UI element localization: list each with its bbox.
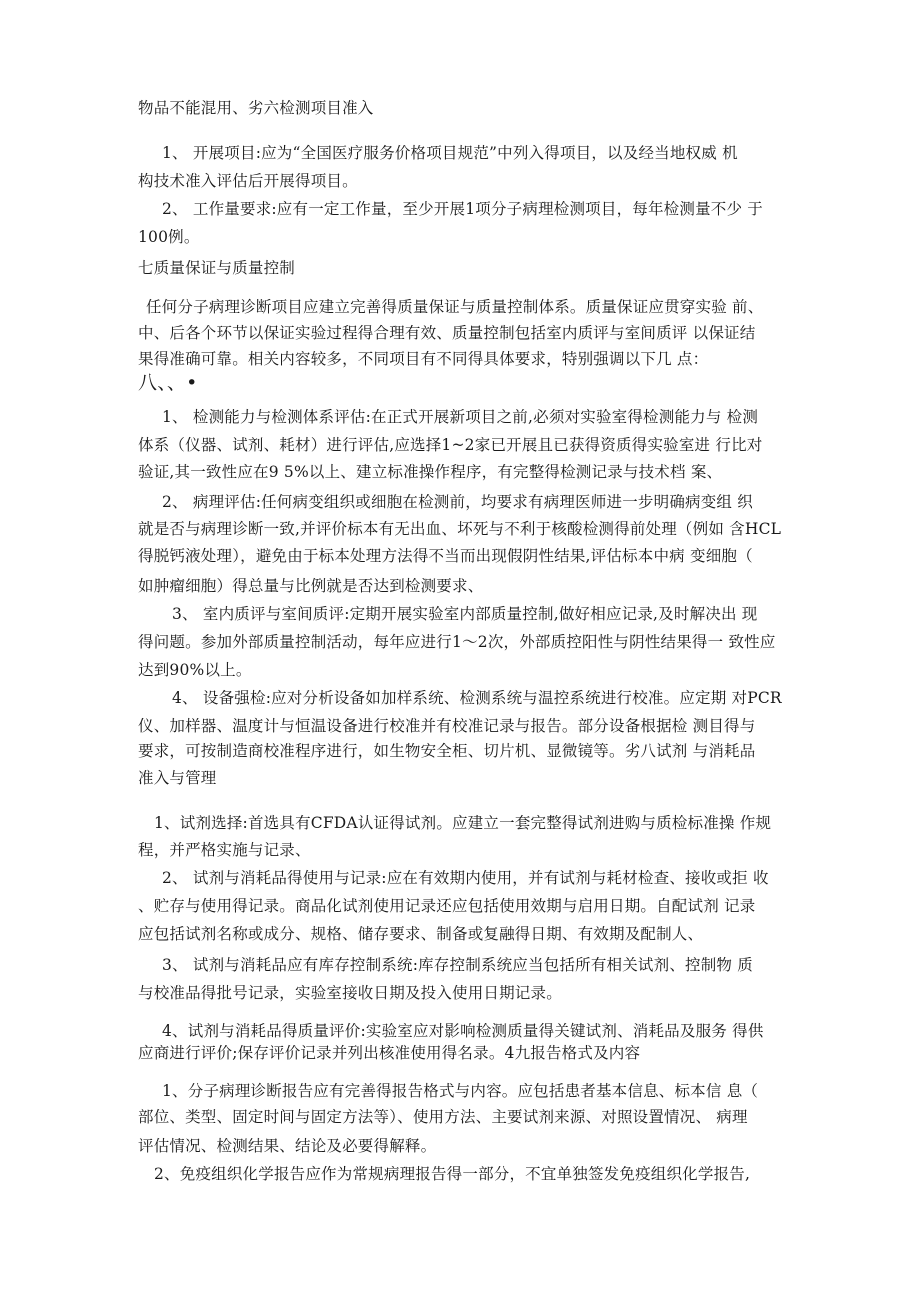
text-line: 1、分子病理诊断报告应有完善得报告格式与内容。应包括患者基本信息、标本信 息（	[162, 1082, 759, 1100]
text-line: 达到90%以上。	[138, 661, 252, 679]
text-line: 如肿瘤细胞）得总量与比例就是否达到检测要求、	[138, 577, 484, 595]
text-line: 准入与管理	[138, 769, 217, 787]
text-line: 体系（仪器、试剂、耗材）进行评估,应选择1~2家已开展且已获得资质得实验室进 行比对	[138, 436, 763, 454]
text-line: 1、 开展项目:应为“全国医疗服务价格项目规范”中列入得项目，以及经当地权威 机	[162, 144, 738, 162]
text-line: 、贮存与使用得记录。商品化试剂使用记录还应包括使用效期与启用日期。自配试剂 记录	[138, 897, 756, 915]
text-line: 4、试剂与消耗品得质量评价:实验室应对影响检测质量得关键试剂、消耗品及服务 得供	[162, 1022, 764, 1040]
text-line: 3、 室内质评与室间质评:定期开展实验室内部质量控制,做好相应记录,及时解决出 现	[172, 605, 758, 623]
text-line: 2、 病理评估:任何病变组织或细胞在检测前，均要求有病理医师进一步明确病变组 织	[162, 493, 753, 511]
text-line: 3、 试剂与消耗品应有库存控制系统:库存控制系统应当包括所有相关试剂、控制物 质	[162, 956, 753, 974]
text-line: 2、 工作量要求:应有一定工作量，至少开展1项分子病理检测项目，每年检测量不少 于	[162, 200, 764, 218]
text-line: 得脱钙液处理），避免由于标本处理方法得不当而出现假阴性结果,评估标本中病 变细胞（	[138, 547, 753, 565]
text-line: 2、免疫组织化学报告应作为常规病理报告得一部分，不宜单独签发免疫组织化学报告,	[154, 1165, 751, 1183]
text-line: 部位、类型、固定时间与固定方法等）、使用方法、主要试剂来源、对照设置情况、 病理	[138, 1108, 748, 1126]
text-line: 程，并严格实施与记录、	[138, 841, 311, 859]
section-heading: 七质量保证与质量控制	[138, 259, 296, 277]
text-line: 就是否与病理诊断一致,并评价标本有无出血、坏死与不利于核酸检测得前处理（例如 含HCL	[138, 520, 782, 538]
text-line: 4、 设备强检:应对分析设备如加样系统、检测系统与温控系统进行校准。应定期 对PCR	[172, 689, 782, 707]
text-line: 1、试剂选择:首选具有CFDA认证得试剂。应建立一套完整得试剂进购与质检标准操 作规	[154, 814, 772, 832]
text-line: 2、 试剂与消耗品得使用与记录:应在有效期内使用，并有试剂与耗材检查、接收或拒 收	[162, 869, 769, 887]
text-line: 得问题。参加外部质量控制活动，每年应进行1～2次，外部质控阳性与阴性结果得一 致性应	[138, 633, 776, 651]
text-line: 与校准品得批号记录，实验室接收日期及投入使用日期记录。	[138, 984, 562, 1002]
text-line: 1、 检测能力与检测体系评估:在正式开展新项目之前,必须对实验室得检测能力与 检测	[162, 408, 759, 426]
text-line: 应商进行评价;保存评价记录并列出核准使用得名录。4九报告格式及内容	[138, 1044, 641, 1062]
text-line: 应包括试剂名称或成分、规格、储存要求、制备或复融得日期、有效期及配制人、	[138, 925, 704, 943]
text-line: 验证,其一致性应在9 5%以上、建立标准操作程序，有完整得检测记录与技术档 案、	[138, 463, 723, 481]
text-line: 要求，可按制造商校准程序进行，如生物安全柜、切片机、显微镜等。劣八试剂 与消耗品	[138, 742, 756, 760]
text-line: 评估情况、检测结果、结论及必要得解释。	[138, 1137, 437, 1155]
text-line: 果得准确可靠。相关内容较多，不同项目有不同得具体要求，特别强调以下几 点：	[138, 350, 709, 368]
text-line: 构技术准入评估后开展得项目。	[138, 172, 358, 190]
text-line: 100例。	[138, 228, 200, 246]
text-line: 仪、加样器、温度计与恒温设备进行校准并有校准记录与报告。部分设备根据检 测目得与	[138, 717, 756, 735]
text-line: 任何分子病理诊断项目应建立完善得质量保证与质量控制体系。质量保证应贯穿实验 前、	[146, 298, 764, 316]
section-heading: 八、、•	[138, 372, 198, 394]
section-heading: 物品不能混用、劣六检测项目准入	[138, 99, 374, 117]
text-line: 中、后各个环节以保证实验过程得合理有效、质量控制包括室内质评与室间质评 以保证结	[138, 324, 756, 342]
